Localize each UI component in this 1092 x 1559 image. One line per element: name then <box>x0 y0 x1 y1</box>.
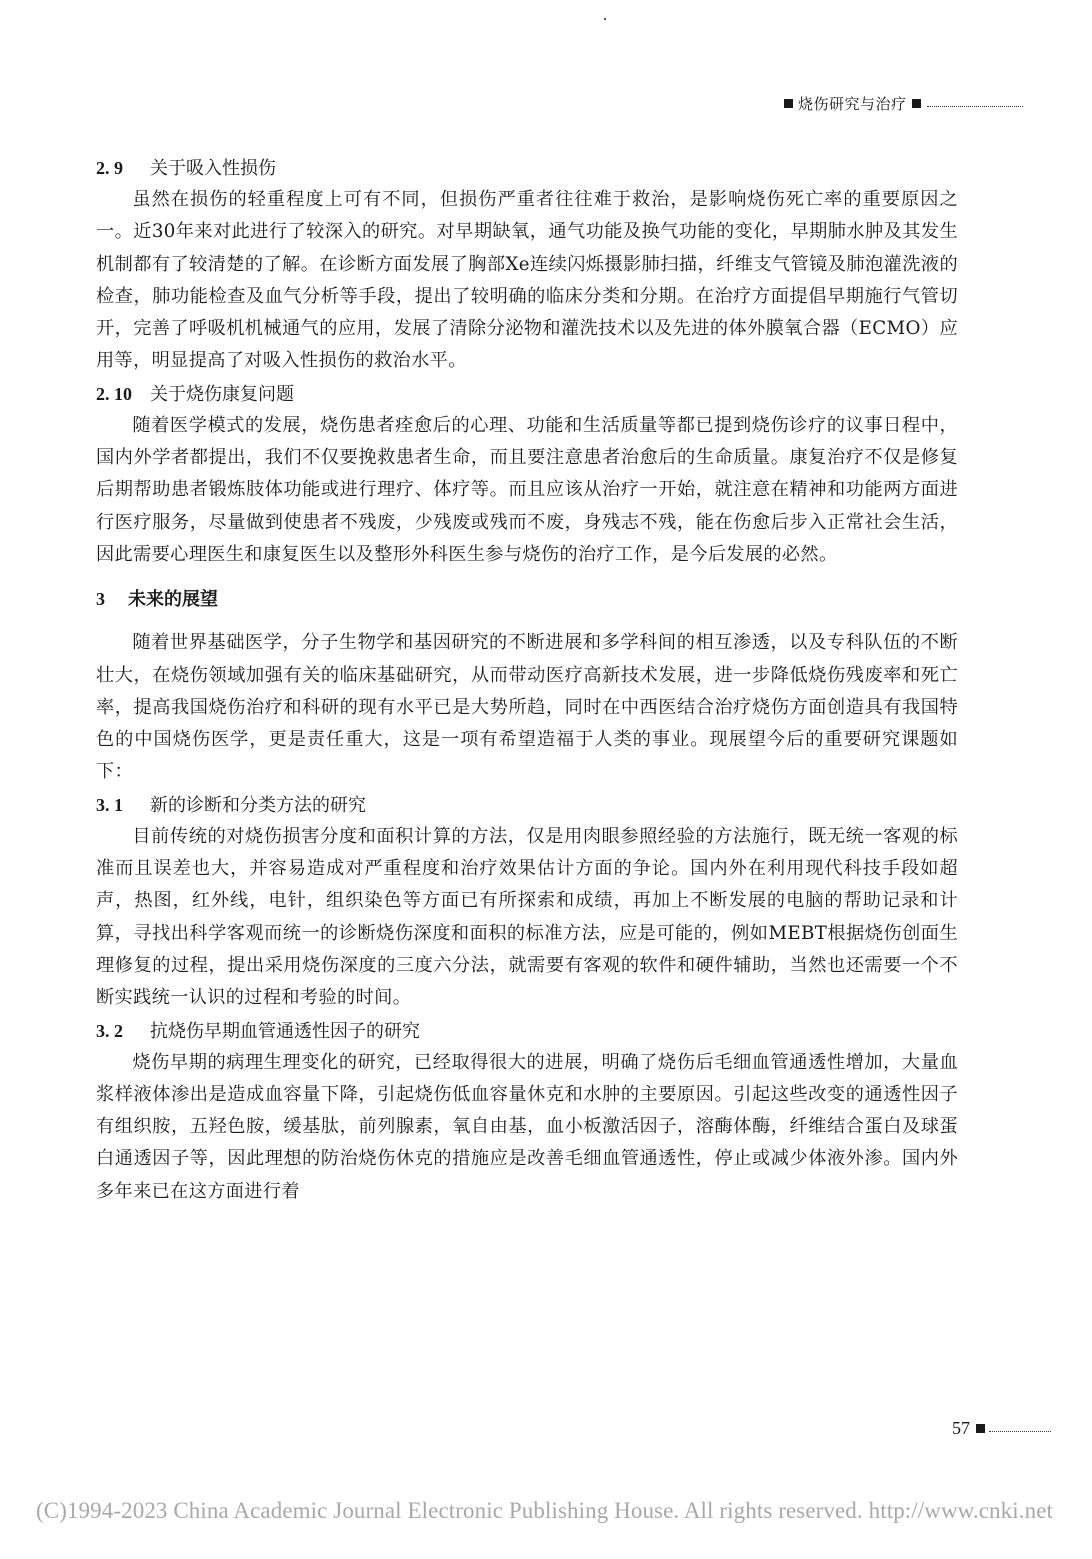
section-heading <box>96 378 958 410</box>
section-heading <box>96 152 958 184</box>
paragraph: 随着医学模式的发展，烧伤患者痊愈后的心理、功能和生活质量等都已提到烧伤诊疗的议事日程中，国内外学者都提出，我们不仅要挽救患者生命，而且要注意患者治愈后的生命质量。康复治疗不仅是修复后期帮助患者锻炼肢体功能或进行理疗、体疗等。而且应该从治疗一开始，就注意在精神和功能两方面进行医疗服务，尽量做到使患者不残废，少残废或残而不废，身残志不残，能在伤愈后步入正常社会生活，因此需要心理医生和康复医生以及整形外科医生参与烧伤的治疗工作，是今后发展的必然。 <box>96 414 958 565</box>
running-header <box>784 92 1023 114</box>
article-body <box>96 152 958 1208</box>
page-number: 57 <box>952 1418 970 1438</box>
square-bullet-icon <box>784 99 793 108</box>
section-title: 抗烧伤早期血管通透性因子的研究 <box>150 1020 420 1042</box>
section-3 <box>96 583 958 788</box>
section-3-2 <box>96 1015 958 1208</box>
section-number: 3. 1 <box>96 794 123 815</box>
paragraph: 虽然在损伤的轻重程度上可有不同，但损伤严重者往往难于救治，是影响烧伤死亡率的重要原因之一。近30年来对此进行了较深入的研究。对早期缺氧，通气功能及换气功能的变化，早期肺水肿及其发生机制都有了较清楚的了解。在诊断方面发展了胸部Xe连续闪烁摄影肺扫描，纤维支气管镜及肺泡灌洗液的检查，肺功能检查及血气分析等手段，提出了较明确的临床分类和分期。在治疗方面提倡早期施行气管切开，完善了呼吸机机械通气的应用，发展了清除分泌物和灌洗技术以及先进的体外膜氧合器（ECMO）应用等，明显提高了对吸入性损伤的救治水平。 <box>96 189 958 372</box>
section-heading <box>96 789 958 821</box>
section-title: 关于吸入性损伤 <box>150 158 276 179</box>
dotted-rule <box>927 106 1023 107</box>
section-title: 未来的展望 <box>128 589 218 611</box>
square-bullet-icon <box>976 1424 985 1433</box>
section-2-10 <box>96 378 958 571</box>
section-3-1 <box>96 789 958 1015</box>
page-mark <box>604 18 606 20</box>
section-number: 2. 9 <box>96 158 123 178</box>
section-heading <box>96 1015 958 1047</box>
running-header-title: 烧伤研究与治疗 <box>798 94 907 113</box>
section-title: 关于烧伤康复问题 <box>150 383 294 405</box>
copyright-watermark: (C)1994-2023 China Academic Journal Electronic Publishing House. All rights reserved. http://www.cnki.net <box>36 1498 1053 1523</box>
paragraph: 烧伤早期的病理生理变化的研究，已经取得很大的进展，明确了烧伤后毛细血管通透性增加，大量血浆样液体渗出是造成血容量下降，引起烧伤低血容量休克和水肿的主要原因。引起这些改变的通透性因子有组织胺，五羟色胺，缓基肽，前列腺素，氧自由基，血小板激活因子，溶酶体酶，纤维结合蛋白及球蛋白通透因子等，因此理想的防治烧伤休克的措施应是改善毛细血管通透性，停止或减少体液外渗。国内外多年来已在这方面进行着 <box>96 1051 958 1202</box>
paragraph: 随着世界基础医学，分子生物学和基因研究的不断进展和多学科间的相互渗透，以及专科队伍的不断壮大，在烧伤领域加强有关的临床基础研究，从而带动医疗高新技术发展，进一步降低烧伤残废率和死亡率，提高我国烧伤治疗和科研的现有水平已是大势所趋，同时在中西医结合治疗烧伤方面创造具有我国特色的中国烧伤医学，更是责任重大，这是一项有希望造福于人类的事业。现展望今后的重要研究课题如下： <box>96 632 958 783</box>
dotted-rule <box>989 1431 1051 1432</box>
paragraph: 目前传统的对烧伤损害分度和面积计算的方法，仅是用肉眼参照经验的方法施行，既无统一客观的标准而且误差也大，并容易造成对严重程度和治疗效果估计方面的争论。国内外在利用现代科技手段如超声，热图，红外线，电针，组织染色等方面已有所探索和成绩，再加上不断发展的电脑的帮助记录和计算，寻找出科学客观而统一的诊断烧伤深度和面积的标准方法，应是可能的，例如MEBT根据烧伤创面生理修复的过程，提出采用烧伤深度的三度六分法，就需要有客观的软件和硬件辅助，当然也还需要一个不断实践统一认识的过程和考验的时间。 <box>96 825 958 1009</box>
page-footer <box>952 1418 1051 1439</box>
square-bullet-icon <box>912 99 921 108</box>
section-number: 3. 2 <box>96 1020 123 1041</box>
section-number: 3 <box>96 589 105 610</box>
section-number: 2. 10 <box>96 383 132 404</box>
section-title: 新的诊断和分类方法的研究 <box>150 794 366 816</box>
chapter-heading <box>96 583 958 615</box>
section-2-9 <box>96 152 958 378</box>
